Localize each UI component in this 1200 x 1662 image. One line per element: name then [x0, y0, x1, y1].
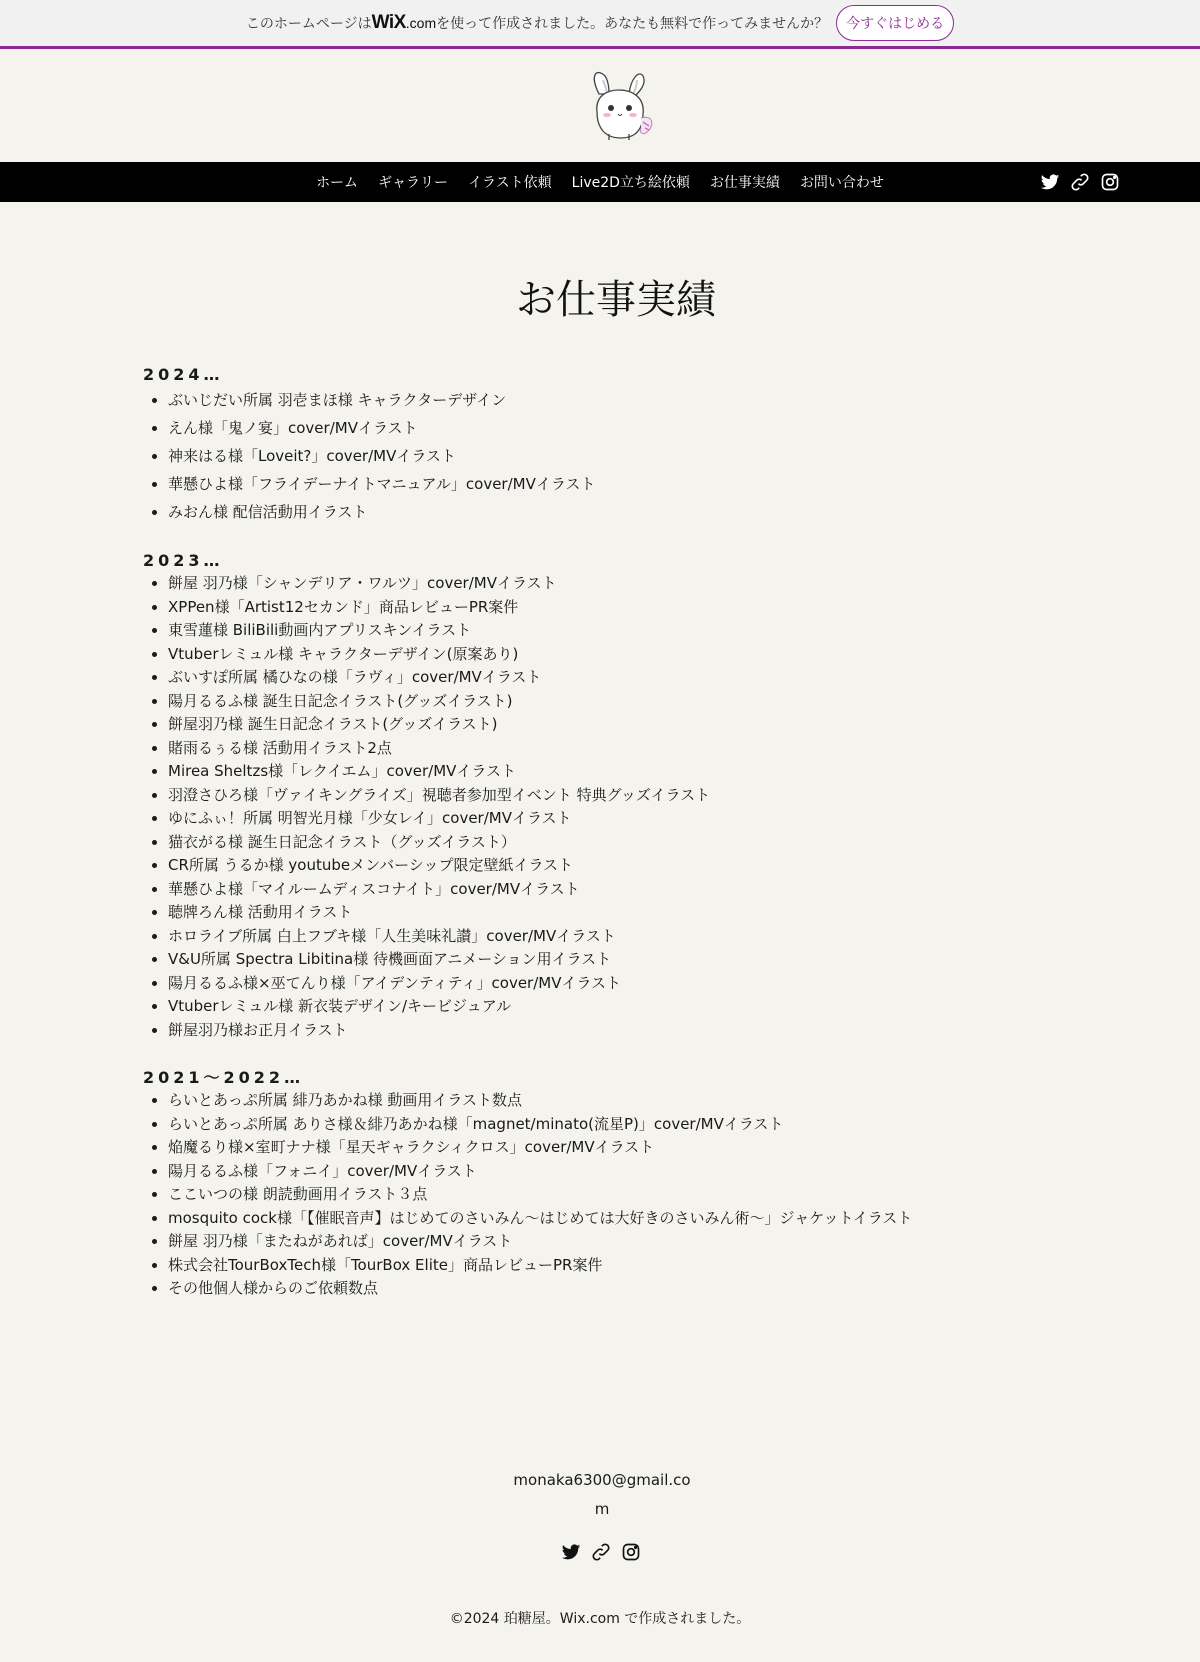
list-item: • 陽月るるふ様 誕生日記念イラスト(グッズイラスト): [168, 690, 943, 714]
section-heading: 2021〜2022…: [143, 1068, 305, 1087]
nav-item-illustration-request[interactable]: イラスト依頼: [468, 175, 552, 191]
link-icon[interactable]: [1070, 172, 1090, 192]
wix-logo-text: WiX: [371, 12, 406, 33]
footer-email[interactable]: monaka6300@gmail.com: [513, 1471, 691, 1518]
works-list: [143, 1089, 943, 1301]
nav-menu: [0, 162, 1200, 202]
works-content: [143, 364, 943, 1301]
list-item: • CR所属 うるか様 youtubeメンバーシップ限定壁紙イラスト: [168, 854, 943, 878]
section-2024: [143, 364, 943, 526]
list-item: • Mirea Sheltzs様「レクイエム」cover/MVイラスト: [168, 760, 943, 784]
link-icon[interactable]: [591, 1542, 611, 1562]
list-item: • ぶいじだい所属 羽壱まほ様 キャラクターデザイン: [168, 386, 943, 414]
page-title: お仕事実績: [516, 277, 716, 323]
list-item: • 神来はる様「Loveit?」cover/MVイラスト: [168, 442, 943, 470]
list-item: • らいとあっぷ所属 緋乃あかね様 動画用イラスト数点: [168, 1089, 943, 1113]
list-item: • みおん様 配信活動用イラスト: [168, 498, 943, 526]
list-item: • 羽澄さひろ様「ヴァイキングライズ」視聴者参加型イベント 特典グッズイラスト: [168, 784, 943, 808]
list-item: • XPPen様「Artist12セカンド」商品レビューPR案件: [168, 596, 943, 620]
list-item: • その他個人様からのご依頼数点: [168, 1277, 943, 1301]
list-item: • 焔魔るり様×室町ナナ様「星天ギャラクシィクロス」cover/MVイラスト: [168, 1136, 943, 1160]
wix-promo-banner: [0, 0, 1200, 49]
section-heading: 2024…: [143, 365, 224, 384]
instagram-icon[interactable]: [621, 1542, 641, 1562]
main-nav: [0, 162, 1200, 202]
start-now-button[interactable]: 今すぐはじめる: [836, 5, 954, 41]
section-2021-2022: [143, 1067, 943, 1301]
section-2023: [143, 550, 943, 1042]
list-item: • 株式会社TourBoxTech様「TourBox Elite」商品レビューPR案件: [168, 1254, 943, 1278]
list-item: • 賭雨るぅる様 活動用イラスト2点: [168, 737, 943, 761]
list-item: • らいとあっぷ所属 ありさ様＆緋乃あかね様「magnet/minato(流星P)」cover/MVイラスト: [168, 1113, 943, 1137]
list-item: • Vtuberレミュル様 新衣装デザイン/キービジュアル: [168, 995, 943, 1019]
nav-item-live2d-request[interactable]: Live2D立ち絵依頼: [571, 175, 690, 191]
list-item: • ホロライブ所属 白上フブキ様「人生美味礼讃」cover/MVイラスト: [168, 925, 943, 949]
works-list: [143, 572, 943, 1042]
wix-logo[interactable]: [372, 12, 437, 34]
banner-text-after: を使って作成されました。あなたも無料で作ってみませんか？: [436, 16, 829, 32]
list-item: • 陽月るるふ様「フォニイ」cover/MVイラスト: [168, 1160, 943, 1184]
twitter-icon[interactable]: [561, 1542, 581, 1562]
list-item: • 聴牌ろん様 活動用イラスト: [168, 901, 943, 925]
list-item: • 餅屋 羽乃様「シャンデリア・ワルツ」cover/MVイラスト: [168, 572, 943, 596]
list-item: • ゆにふぃ！所属 明智光月様「少女レイ」cover/MVイラスト: [168, 807, 943, 831]
section-heading: 2023…: [143, 551, 224, 570]
list-item: • 華懸ひよ様「フライデーナイトマニュアル」cover/MVイラスト: [168, 470, 943, 498]
wix-logo-dotcom: .com: [405, 15, 437, 31]
list-item: • 東雪蓮様 BiliBili動画内アプリスキンイラスト: [168, 619, 943, 643]
list-item: • 猫衣がる様 誕生日記念イラスト（グッズイラスト）: [168, 831, 943, 855]
list-item: • えん様「鬼ノ宴」cover/MVイラスト: [168, 414, 943, 442]
site-logo-mascot[interactable]: [585, 68, 657, 144]
twitter-icon[interactable]: [1040, 172, 1060, 192]
nav-item-contact[interactable]: お問い合わせ: [799, 175, 884, 191]
list-item: • Vtuberレミュル様 キャラクターデザイン(原案あり): [168, 643, 943, 667]
nav-item-home[interactable]: ホーム: [316, 175, 359, 191]
instagram-icon[interactable]: [1100, 172, 1120, 192]
footer-social-bar: [561, 1542, 641, 1562]
list-item: • 餅屋羽乃様お正月イラスト: [168, 1019, 943, 1043]
list-item: • 餅屋羽乃様 誕生日記念イラスト(グッズイラスト): [168, 713, 943, 737]
list-item: • ぶいすぽ所属 橘ひなの様「ラヴィ」cover/MVイラスト: [168, 666, 943, 690]
list-item: • 華懸ひよ様「マイルームディスコナイト」cover/MVイラスト: [168, 878, 943, 902]
nav-social-bar: [1040, 172, 1120, 192]
footer-copyright: ©2024 珀糖屋。Wix.com で作成されました。: [449, 1611, 751, 1627]
list-item: • 陽月るるふ様×巫てんり様「アイデンティティ」cover/MVイラスト: [168, 972, 943, 996]
works-list: [143, 386, 943, 526]
nav-item-works[interactable]: お仕事実績: [709, 175, 780, 191]
banner-text-before: このホームページは: [245, 16, 372, 32]
list-item: • V&U所属 Spectra Libitina様 待機画面アニメーション用イラスト: [168, 948, 943, 972]
list-item: • ここいつの様 朗読動画用イラスト３点: [168, 1183, 943, 1207]
list-item: • mosquito cock様「【催眠音声】はじめてのさいみん〜はじめては大好きのさいみん術〜」ジャケットイラスト: [168, 1207, 943, 1231]
list-item: • 餅屋 羽乃様「またねがあれば」cover/MVイラスト: [168, 1230, 943, 1254]
nav-item-gallery[interactable]: ギャラリー: [378, 175, 449, 191]
